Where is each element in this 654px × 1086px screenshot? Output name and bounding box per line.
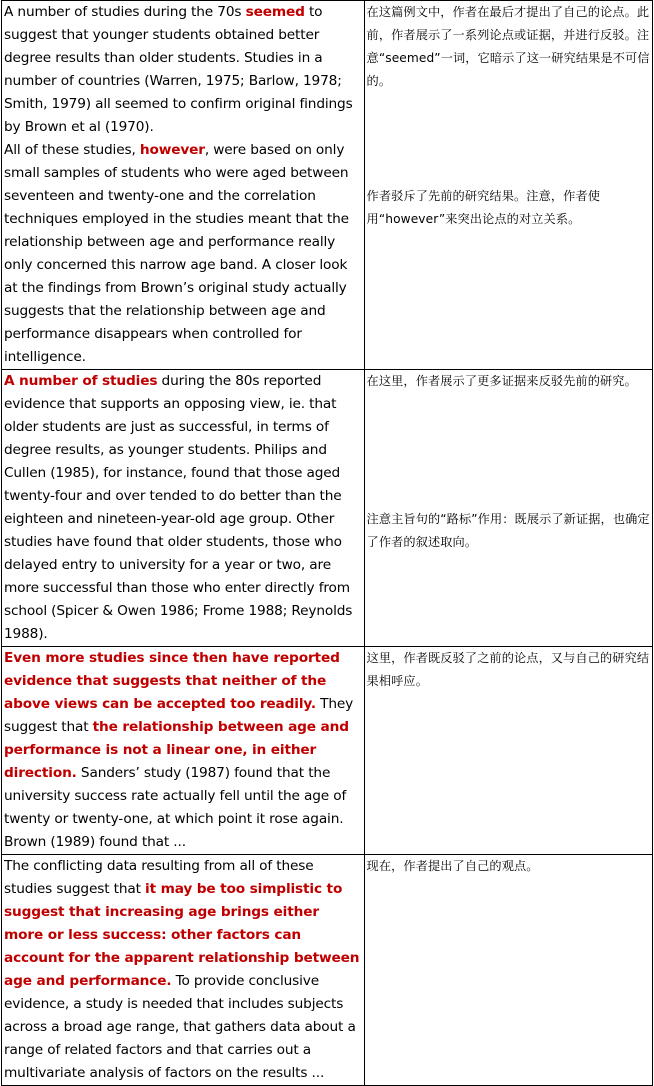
highlight-span: it may be too simplistic to suggest that increasing age brings either more or less success: other factors can account for the apparent relationship between age and performance. bbox=[4, 881, 360, 989]
text-span: to suggest that younger students obtained better degree results than older students. Studies in a number of countries (Warren, 1975; Barlow, 1978; Smith, 1979) all seemed to confirm original findings by Brown et al (1970). bbox=[4, 4, 353, 135]
text-span: All of these studies, bbox=[4, 142, 140, 158]
annotation-cell bbox=[364, 370, 652, 647]
essay-paragraph-cell bbox=[2, 1, 365, 370]
annotation-note: 作者驳斥了先前的研究结果。注意，作者使用“however”来突出论点的对立关系。 bbox=[366, 189, 601, 226]
essay-paragraph-cell bbox=[2, 855, 365, 1086]
highlight-span: seemed bbox=[245, 4, 305, 20]
text-span: A number of studies during the 70s bbox=[4, 4, 246, 20]
highlight-span: the relationship between age and performance is not a linear one, in either direction. bbox=[4, 719, 349, 781]
table-row bbox=[2, 370, 653, 647]
annotation-note: 现在，作者提出了自己的观点。 bbox=[366, 859, 539, 873]
annotated-essay-table bbox=[1, 0, 653, 1086]
annotation-cell bbox=[364, 1, 652, 370]
annotation-cell bbox=[364, 855, 652, 1086]
table-row bbox=[2, 855, 653, 1086]
table-row bbox=[2, 1, 653, 370]
annotation-note: 这里，作者既反驳了之前的论点，又与自己的研究结果相呼应。 bbox=[366, 651, 650, 688]
essay-paragraph-cell bbox=[2, 647, 365, 855]
table-row bbox=[2, 647, 653, 855]
text-span: To provide conclusive evidence, a study is needed that includes subjects across a broad age range, that gathers data about a range of related factors and that carries out a multivariate analysis of factors on the results ... bbox=[4, 973, 356, 1081]
annotation-note: 在这篇例文中，作者在最后才提出了自己的论点。此前，作者展示了一系列论点或证据，并进行反驳。注意“seemed”一词，它暗示了这一研究结果是不可信的。 bbox=[366, 5, 650, 88]
text-span: , were based on only small samples of students who were aged between seventeen and twenty-one and the correlation techniques employed in the studies meant that the relationship between age and performance really only concerned this narrow age band. A closer look at the findings from Brown’s original study actually suggests that the relationship between age and performance disappears when controlled for intelligence. bbox=[4, 142, 349, 365]
highlight-span: Even more studies since then have reported evidence that suggests that neither of the above views can be accepted too readily. bbox=[4, 650, 340, 712]
highlight-span: however bbox=[139, 142, 205, 158]
text-span: Sanders’ study (1987) found that the university success rate actually fell until the age of twenty or twenty-one, at which point it rose again. Brown (1989) found that ... bbox=[4, 765, 347, 850]
highlight-span: A number of studies bbox=[4, 373, 158, 389]
annotation-cell bbox=[364, 647, 652, 855]
text-span: The conflicting data resulting from all of these studies suggest that bbox=[4, 858, 314, 897]
text-span: They suggest that bbox=[4, 696, 354, 735]
essay-paragraph-cell bbox=[2, 370, 365, 647]
annotation-note: 在这里，作者展示了更多证据来反驳先前的研究。 bbox=[366, 374, 637, 388]
text-span: during the 80s reported evidence that supports an opposing view, ie. that older students are just as successful, in terms of degree results, as younger students. Philips and Cullen (1985), for instance, found that those aged twenty-four and over tended to do better than the eighteen and nineteen-year-old age group. Other studies have found that older students, those who delayed entry to university for a year or two, are more successful than those who enter directly from school (Spicer & Owen 1986; Frome 1988; Reynolds 1988). bbox=[4, 373, 353, 642]
annotation-note: 注意主旨句的“路标”作用：既展示了新证据，也确定了作者的叙述取向。 bbox=[366, 512, 650, 549]
